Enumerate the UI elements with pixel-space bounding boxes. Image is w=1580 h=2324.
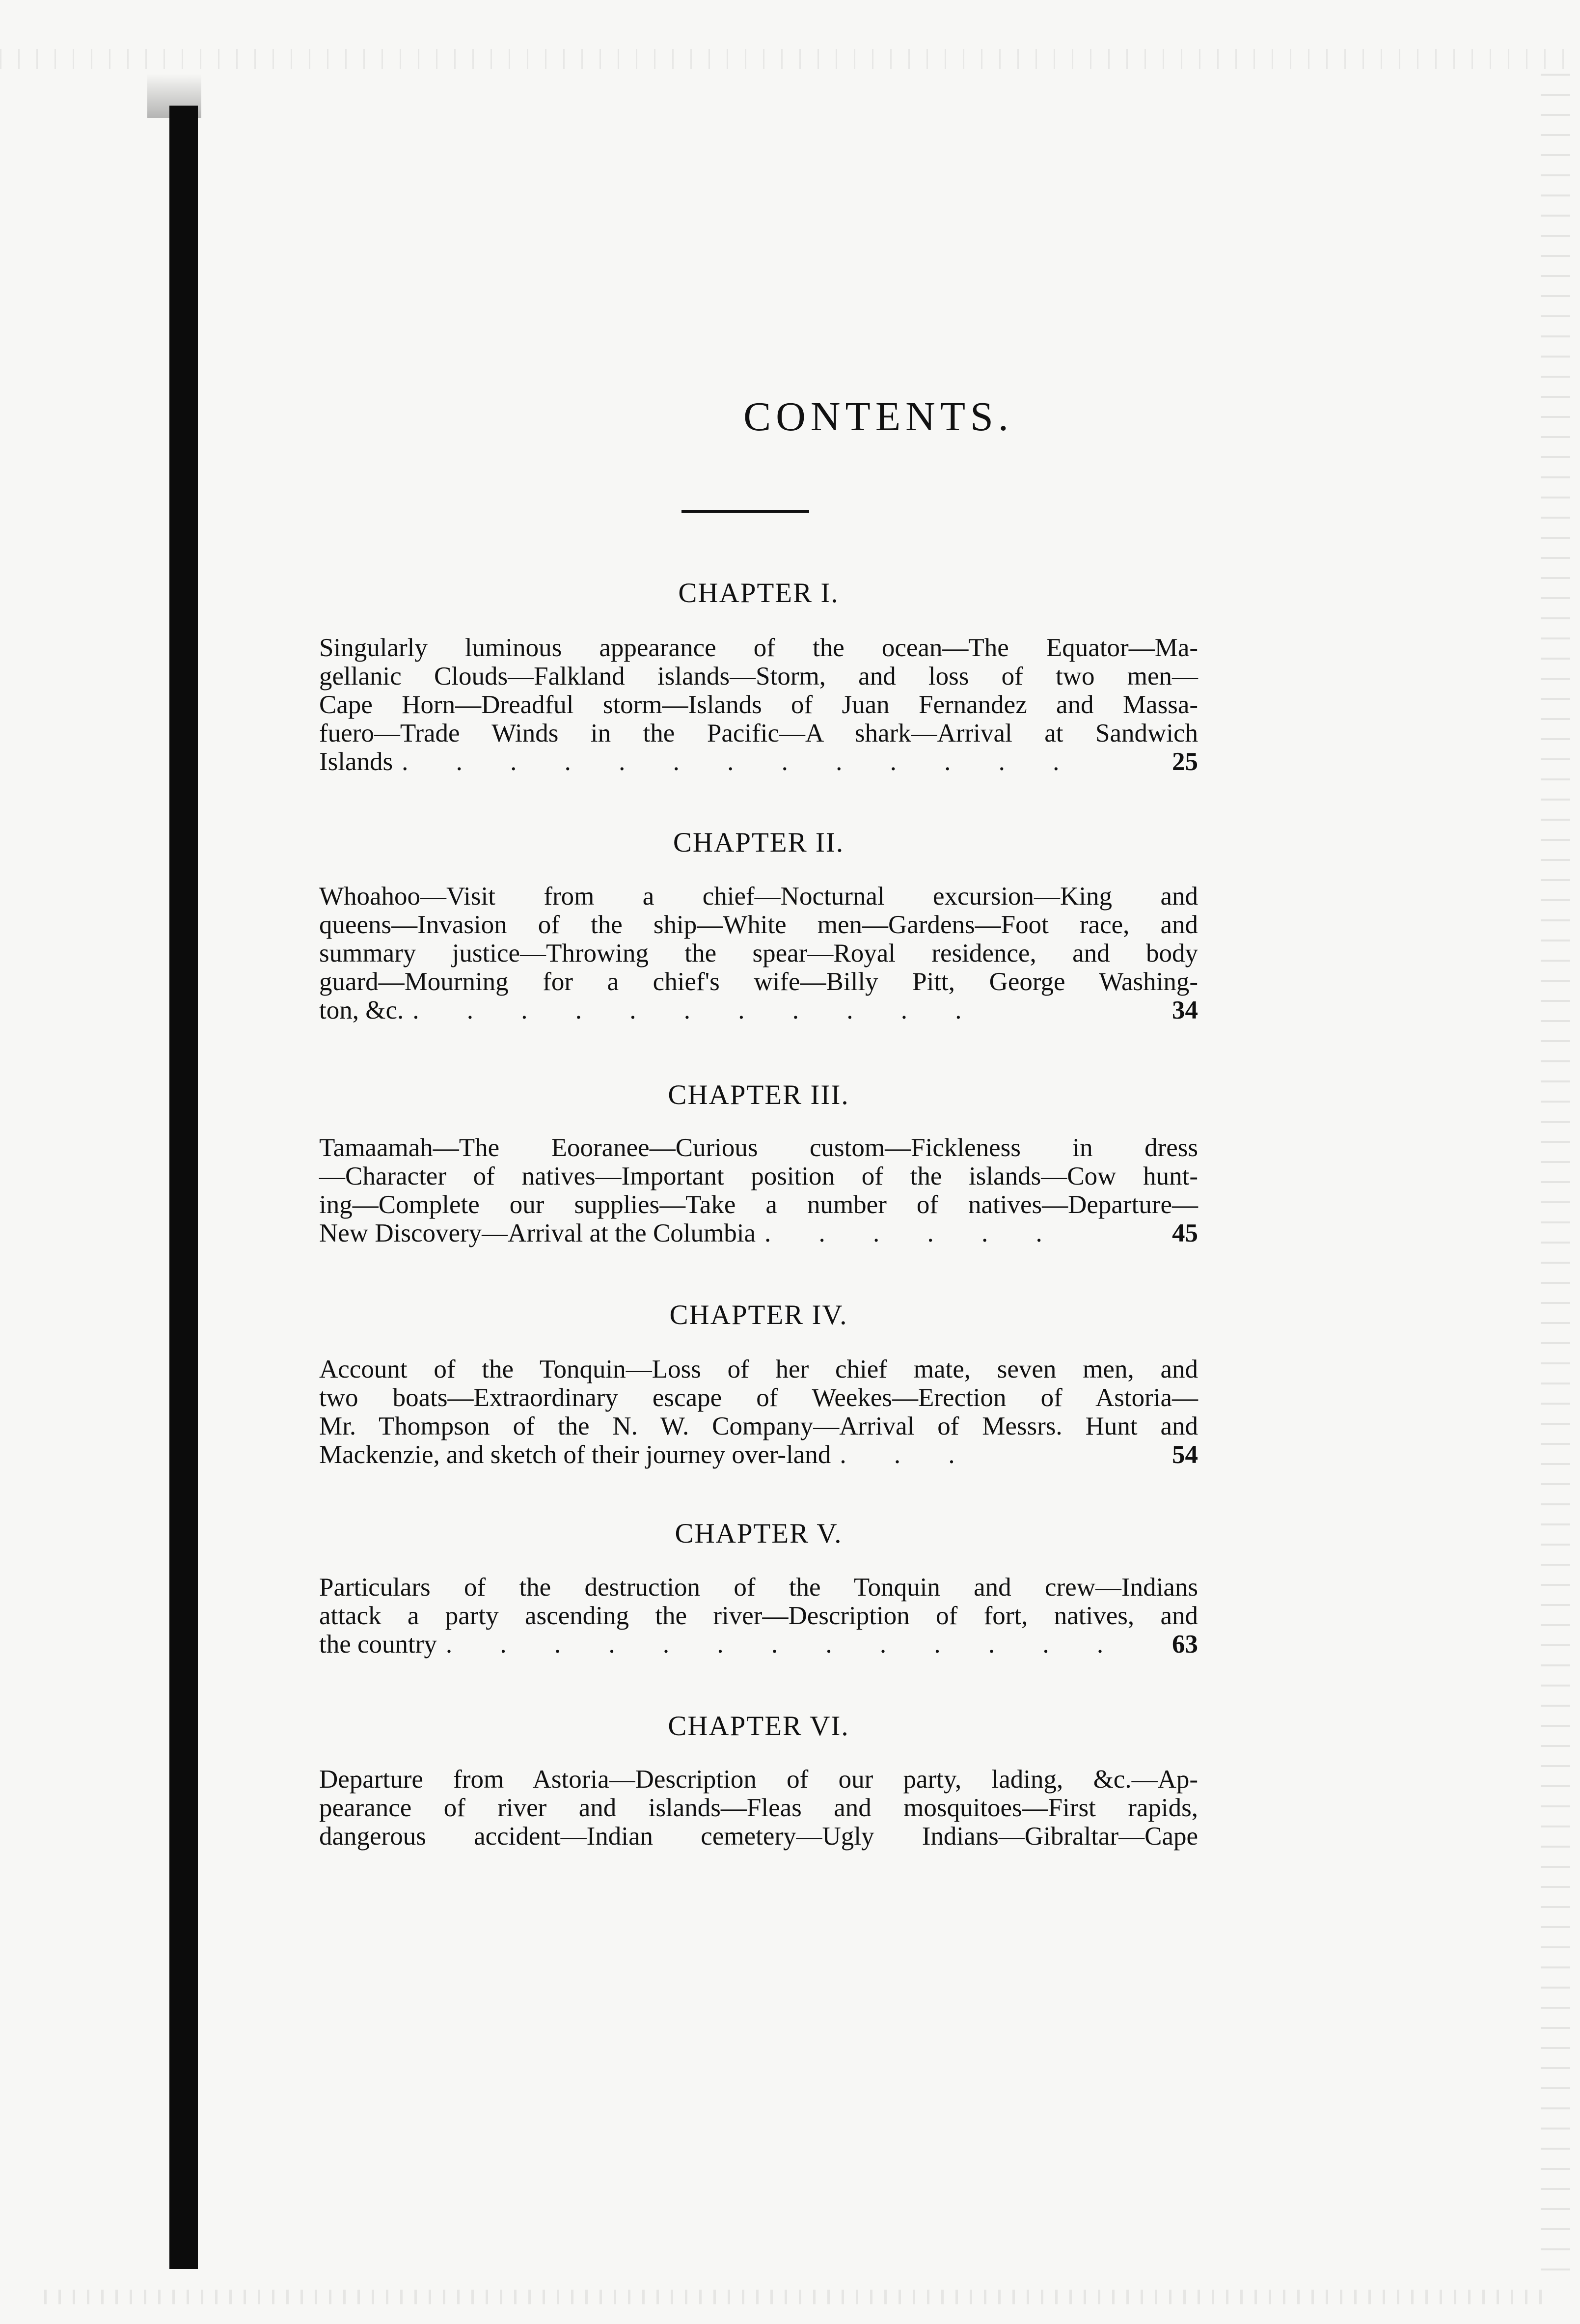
summary-line: Particulars of the destruction of the Tonquin and crew—Indians (319, 1573, 1198, 1602)
scan-noise-top (0, 49, 1580, 69)
page-title: CONTENTS. (743, 394, 1013, 440)
summary-line: Whoahoo—Visit from a chief—Nocturnal excursion—King and (319, 882, 1198, 911)
summary-line: queens—Invasion of the ship—White men—Gardens—Foot race, and (319, 911, 1198, 939)
dot-leader: . . . . . . (764, 1219, 1063, 1247)
dot-leader: . . . . . . . . . . . (412, 996, 982, 1024)
summary-line: summary justice—Throwing the spear—Royal residence, and body (319, 939, 1198, 968)
summary-line: pearance of river and islands—Fleas and mosquitoes—First rapids, (319, 1794, 1198, 1822)
summary-line: two boats—Extraordinary escape of Weekes—Erection of Astoria— (319, 1383, 1198, 1412)
toc-entry-line (319, 1440, 1198, 1469)
chapter-summary (319, 1573, 1198, 1659)
toc-entry-line (319, 747, 1198, 776)
summary-last-text: Islands (319, 747, 393, 776)
page-number: 34 (1172, 996, 1198, 1024)
summary-line: dangerous accident—Indian cemetery—Ugly Indians—Gibraltar—Cape (319, 1822, 1198, 1851)
chapter-heading: CHAPTER I. (678, 578, 839, 609)
toc-entry-line (319, 1219, 1198, 1247)
chapter-heading: CHAPTER VI. (668, 1711, 849, 1742)
chapter-summary (319, 1765, 1198, 1851)
page-number: 45 (1172, 1219, 1198, 1247)
chapter-heading: CHAPTER III. (668, 1079, 849, 1110)
summary-line: —Character of natives—Important position of the islands—Cow hunt- (319, 1162, 1198, 1190)
summary-line: gellanic Clouds—Falkland islands—Storm, and loss of two men— (319, 662, 1198, 691)
page-number: 63 (1172, 1630, 1198, 1659)
chapter-heading: CHAPTER IV. (669, 1300, 848, 1330)
chapter-summary (319, 1134, 1198, 1247)
summary-line: Tamaamah—The Eooranee—Curious custom—Fickleness in dress (319, 1134, 1198, 1162)
summary-last-text: New Discovery—Arrival at the Columbia (319, 1219, 756, 1247)
dot-leader: . . . (840, 1440, 976, 1469)
chapter-summary (319, 1355, 1198, 1469)
chapter-summary (319, 882, 1198, 1024)
chapter-summary (319, 634, 1198, 776)
summary-line: Account of the Tonquin—Loss of her chief mate, seven men, and (319, 1355, 1198, 1383)
summary-line: Singularly luminous appearance of the ocean—The Equator—Ma- (319, 634, 1198, 662)
summary-line: guard—Mourning for a chief's wife—Billy Pitt, George Washing- (319, 968, 1198, 996)
dot-leader: . . . . . . . . . . . . . (402, 747, 1080, 776)
chapter-heading: CHAPTER V. (675, 1518, 843, 1549)
dot-leader: . . . . . . . . . . . . . (445, 1630, 1124, 1659)
summary-last-text: ton, &c. (319, 996, 404, 1024)
summary-line: fuero—Trade Winds in the Pacific—A shark—Arrival at Sandwich (319, 719, 1198, 747)
summary-line: Departure from Astoria—Description of our party, lading, &c.—Ap- (319, 1765, 1198, 1794)
toc-entry-line (319, 996, 1198, 1024)
scan-noise-bottom (44, 2290, 1542, 2304)
summary-line: attack a party ascending the river—Description of fort, natives, and (319, 1602, 1198, 1630)
toc-entry-line (319, 1630, 1198, 1659)
summary-line: ing—Complete our supplies—Take a number of natives—Departure— (319, 1190, 1198, 1219)
page-number: 54 (1172, 1440, 1198, 1469)
page-number: 25 (1172, 747, 1198, 776)
title-rule (681, 510, 809, 513)
summary-line: Cape Horn—Dreadful storm—Islands of Juan Fernandez and Massa- (319, 691, 1198, 719)
chapter-heading: CHAPTER II. (673, 827, 844, 858)
summary-last-text: the country (319, 1630, 437, 1659)
summary-last-text: Mackenzie, and sketch of their journey over-land (319, 1440, 831, 1469)
summary-line: Mr. Thompson of the N. W. Company—Arrival of Messrs. Hunt and (319, 1412, 1198, 1440)
